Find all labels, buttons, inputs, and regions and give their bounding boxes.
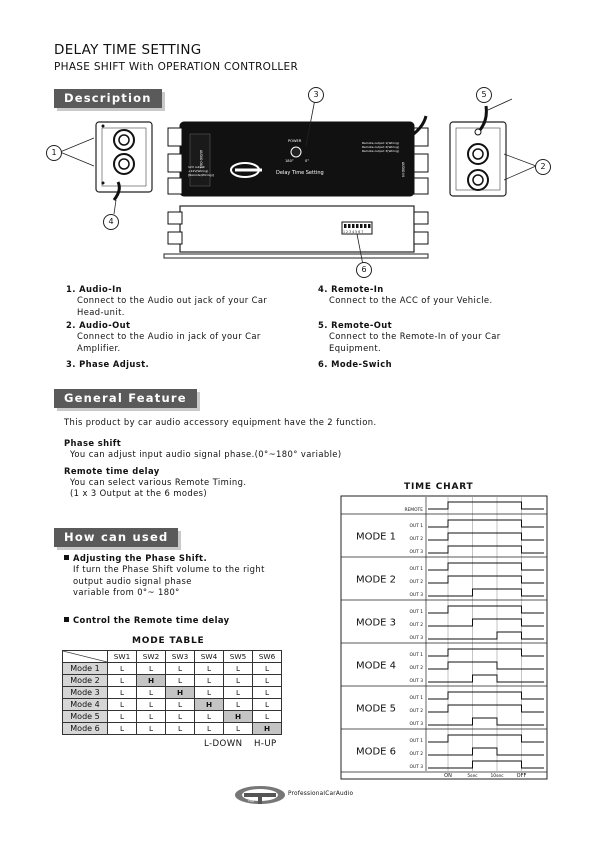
mode-table-header: SW6	[253, 651, 282, 663]
time-out-label: OUT 2	[409, 752, 423, 757]
time-chart	[340, 495, 548, 780]
time-chart-title: TIME CHART	[404, 482, 474, 492]
svg-text:POWER: POWER	[288, 139, 302, 143]
logo-letters: TSO	[248, 799, 255, 803]
mode-table-cell: L	[108, 687, 137, 699]
feature-remote-text2: (1 x 3 Output at the 6 modes)	[70, 488, 208, 498]
svg-text:Remote output 2(Wiring): Remote output 2(Wiring)	[362, 145, 400, 149]
page-title: DELAY TIME SETTING	[54, 42, 202, 58]
mode-table-cell: H	[224, 711, 253, 723]
desc-item-4	[318, 284, 548, 307]
svg-text:+12V(Wiring): +12V(Wiring)	[188, 169, 209, 173]
feature-phase-title: Phase shift	[64, 438, 122, 448]
mode-table-cell: L	[108, 699, 137, 711]
time-out-label: OUT 2	[409, 623, 423, 628]
mode-table-corner	[63, 651, 108, 663]
mode-table-cell: L	[108, 675, 137, 687]
device-diagram	[30, 82, 570, 282]
mode-table-cell: L	[253, 663, 282, 675]
svg-text:12V output: 12V output	[188, 165, 205, 169]
mode-table-cell: H	[195, 699, 224, 711]
time-mode-label: MODE 2	[355, 574, 397, 586]
desc-item-text: Connect to the Remote-In of your Car Equipment.	[329, 331, 501, 353]
time-out-label: OUT 2	[409, 537, 423, 542]
how-item-1-line1: If turn the Phase Shift volume to the right	[73, 564, 265, 575]
mode-table-cell: L	[224, 687, 253, 699]
desc-item-text: Connect to the ACC of your Vehicle.	[329, 295, 493, 306]
how-item-2-title: Control the Remote time delay	[73, 615, 230, 625]
mode-table-row	[63, 699, 282, 711]
feature-intro: This product by car audio accessory equipment have the 2 function.	[64, 417, 377, 427]
mode-table-header: SW2	[137, 651, 166, 663]
feature-remote-text1: You can select various Remote Timing.	[70, 477, 247, 487]
svg-text:Delay Time Setting: Delay Time Setting	[276, 170, 324, 176]
mode-table-header: SW5	[224, 651, 253, 663]
feature-remote-title: Remote time delay	[64, 466, 160, 476]
callout-3: 3	[308, 87, 324, 103]
mode-table-cell: L	[108, 663, 137, 675]
time-mode-label: MODE 6	[355, 746, 397, 758]
mode-table-cell: L	[253, 675, 282, 687]
mode-table-header: SW4	[195, 651, 224, 663]
desc-item-2	[66, 320, 276, 354]
how-item-1	[64, 553, 304, 599]
mode-table-mode-cell: Mode 2	[63, 675, 108, 687]
mode-table-mode-cell: Mode 5	[63, 711, 108, 723]
svg-text:Remote output 1(Wiring): Remote output 1(Wiring)	[362, 141, 400, 145]
svg-text:180°: 180°	[285, 159, 294, 163]
time-out-label: OUT 1	[409, 739, 423, 744]
svg-text:0°: 0°	[305, 159, 310, 163]
mode-table-cell: L	[108, 711, 137, 723]
brand-logo	[234, 784, 294, 806]
time-mode-label: MODE 4	[355, 660, 397, 672]
device-side-view	[164, 206, 428, 258]
mode-table-cell: H	[166, 687, 195, 699]
mode-table-cell: L	[195, 723, 224, 735]
desc-item-6: 6. Mode-Swich	[318, 359, 392, 369]
time-out-label: OUT 3	[409, 636, 423, 641]
time-out-label: OUT 2	[409, 709, 423, 714]
callout-5: 5	[476, 87, 492, 103]
time-mode-label: MODE 3	[355, 617, 397, 629]
mode-table-row	[63, 711, 282, 723]
mode-table	[62, 650, 282, 735]
callout-2: 2	[535, 159, 551, 175]
mode-table-mode-cell: Mode 6	[63, 723, 108, 735]
mode-table-cell: L	[253, 687, 282, 699]
time-out-label: OUT 3	[409, 722, 423, 727]
time-out-label: OUT 1	[409, 610, 423, 615]
desc-item-5	[318, 320, 550, 354]
callout-1: 1	[46, 145, 62, 161]
time-out-label: OUT 3	[409, 679, 423, 684]
bullet-icon	[64, 617, 69, 622]
mode-table-row	[63, 723, 282, 735]
mode-table-mode-cell: Mode 3	[63, 687, 108, 699]
time-out-label: OUT 3	[409, 593, 423, 598]
legend-low: L-DOWN	[204, 739, 243, 749]
desc-item-1	[66, 284, 286, 318]
desc-item-3: 3. Phase Adjust.	[66, 359, 150, 369]
svg-text:AUDIO IN: AUDIO IN	[401, 162, 405, 177]
svg-text:1 2 3 4 5 6 7: 1 2 3 4 5 6 7	[343, 230, 364, 234]
axis-on: ON	[444, 773, 452, 779]
how-item-1-line3: variable from 0°~ 180°	[73, 587, 180, 598]
mode-table-mode-cell: Mode 4	[63, 699, 108, 711]
left-end-plate	[96, 122, 152, 200]
section-header-how: How can used	[54, 528, 178, 547]
time-mode-label: MODE 5	[355, 703, 397, 715]
mode-table-cell: L	[195, 663, 224, 675]
mode-table-cell: L	[253, 711, 282, 723]
device-top-view	[168, 116, 428, 196]
page-subtitle: PHASE SHIFT With OPERATION CONTROLLER	[54, 61, 299, 73]
section-header-feature: General Feature	[54, 389, 197, 408]
time-out-label: OUT 1	[409, 567, 423, 572]
mode-table-header: SW3	[166, 651, 195, 663]
mode-table-cell: L	[137, 687, 166, 699]
time-out-label: OUT 2	[409, 666, 423, 671]
time-out-label: OUT 1	[409, 653, 423, 658]
mode-table-cell: L	[137, 699, 166, 711]
right-end-plate	[450, 106, 506, 196]
mode-table-cell: L	[108, 723, 137, 735]
axis-off: OFF	[516, 773, 527, 779]
mode-table-mode-cell: Mode 1	[63, 663, 108, 675]
mode-table-header: SW1	[108, 651, 137, 663]
how-item-1-title: Adjusting the Phase Shift.	[73, 553, 208, 563]
mode-table-cell: L	[166, 675, 195, 687]
mode-table-cell: L	[224, 675, 253, 687]
desc-item-title: 5. Remote-Out	[318, 320, 392, 330]
mode-table-cell: L	[137, 663, 166, 675]
mode-table-cell: L	[137, 711, 166, 723]
mode-table-title: MODE TABLE	[132, 636, 205, 646]
mode-table-cell: L	[166, 663, 195, 675]
svg-text:AUDIO OUT: AUDIO OUT	[199, 150, 203, 169]
mode-table-cell: L	[195, 687, 224, 699]
callout-4: 4	[103, 214, 119, 230]
time-out-label: OUT 3	[409, 550, 423, 555]
mode-table-cell: L	[224, 663, 253, 675]
mode-table-cell: L	[166, 699, 195, 711]
mode-table-cell: L	[166, 711, 195, 723]
legend-high: H-UP	[254, 739, 277, 749]
remote-label: REMOTE	[404, 508, 423, 513]
mode-table-header-row	[63, 651, 282, 663]
time-out-label: OUT 1	[409, 524, 423, 529]
footer-brand: ProfessionalCarAudio	[288, 791, 354, 797]
mode-table-row	[63, 675, 282, 687]
mode-table-cell: L	[224, 723, 253, 735]
mode-table-cell: H	[137, 675, 166, 687]
mode-table-cell: L	[195, 675, 224, 687]
desc-item-text: Connect to the Audio in jack of your Car Amplifier.	[77, 331, 261, 353]
mode-table-row	[63, 663, 282, 675]
how-item-2	[64, 615, 230, 626]
desc-item-title: 2. Audio-Out	[66, 320, 131, 330]
section-header-description: Description	[54, 89, 162, 108]
svg-text:Remote output 3(Wiring): Remote output 3(Wiring)	[362, 149, 400, 153]
callout-6: 6	[356, 262, 372, 278]
mode-table-row	[63, 687, 282, 699]
axis-10sec: 10sec	[490, 774, 504, 779]
how-item-1-line2: output audio signal phase	[73, 575, 192, 586]
mode-table-cell: L	[166, 723, 195, 735]
desc-item-text: Connect to the Audio out jack of your Car Head-unit.	[77, 295, 268, 317]
mode-table-cell: L	[224, 699, 253, 711]
feature-phase-text: You can adjust input audio signal phase.(0°~180° variable)	[70, 449, 342, 459]
mode-table-cell: L	[137, 723, 166, 735]
axis-5sec: 5sec	[467, 774, 478, 779]
time-mode-label: MODE 1	[355, 531, 397, 543]
time-out-label: OUT 2	[409, 580, 423, 585]
mode-table-cell: H	[253, 723, 282, 735]
svg-text:[Remote(Wiring)]: [Remote(Wiring)]	[188, 173, 214, 177]
time-out-label: OUT 1	[409, 696, 423, 701]
desc-item-title: 4. Remote-In	[318, 284, 384, 294]
desc-item-title: 1. Audio-In	[66, 284, 122, 294]
mode-table-cell: L	[253, 699, 282, 711]
time-out-label: OUT 3	[409, 765, 423, 770]
mode-table-cell: L	[195, 711, 224, 723]
bullet-icon	[64, 555, 69, 560]
